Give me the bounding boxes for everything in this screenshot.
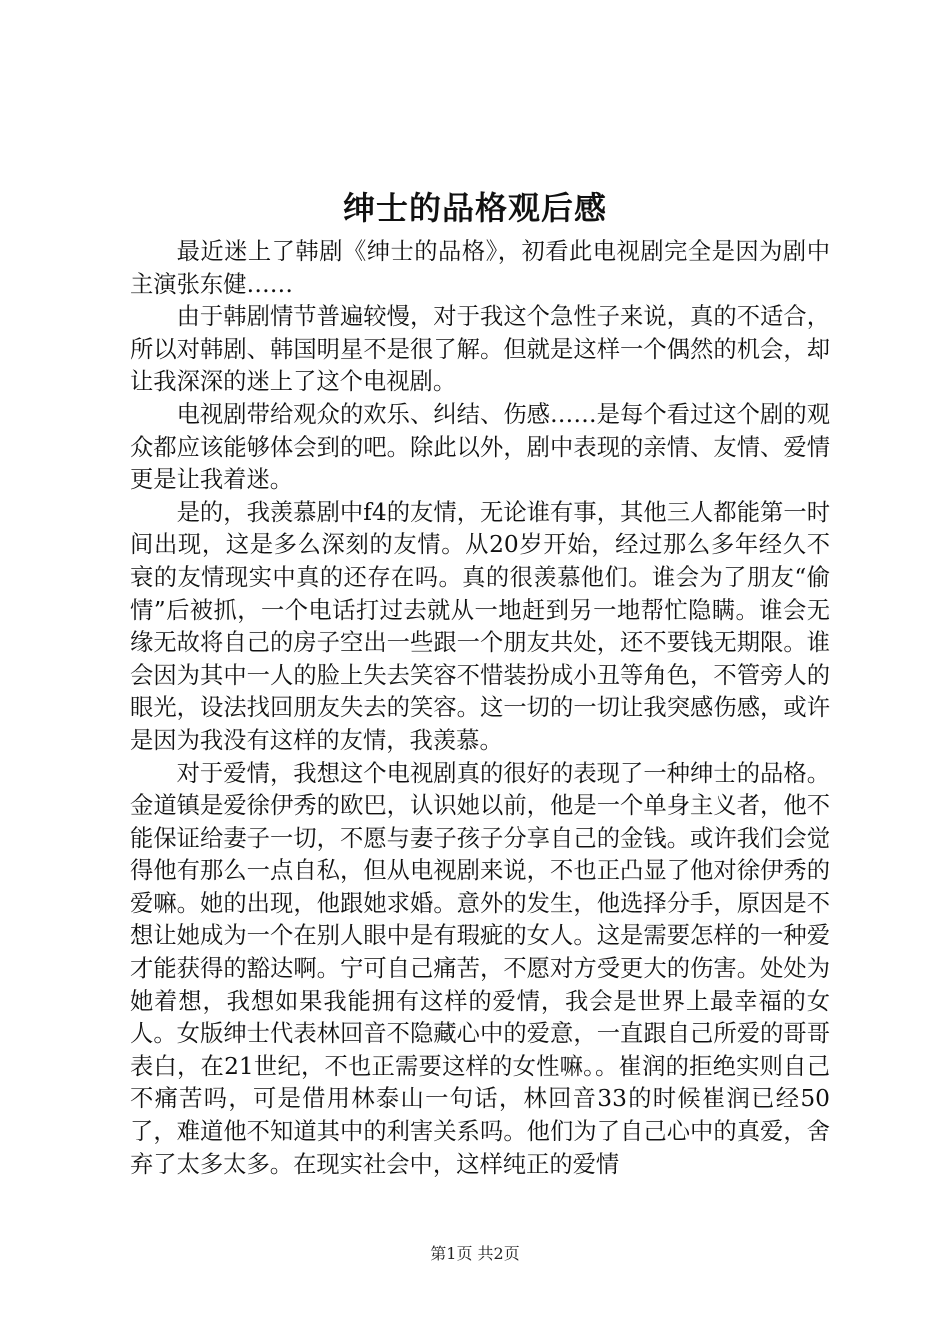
paragraph: 最近迷上了韩剧《绅士的品格》，初看此电视剧完全是因为剧中主演张东健……	[130, 238, 830, 298]
paragraph: 对于爱情，我想这个电视剧真的很好的表现了一种绅士的品格。金道镇是爱徐伊秀的欧巴，认识她以前，他是一个单身主义者，他不能保证给妻子一切，不愿与妻子孩子分享自己的金钱。或许我们会觉得他有那么一点自私，但从电视剧来说，不也正凸显了他对徐伊秀的爱嘛。她的出现，他跟她求婚。意外的发生，他选择分手，原因是不想让她成为一个在别人眼中是有瑕疵的女人。这是需要怎样的一种爱才能获得的豁达啊。宁可自己痛苦，不愿对方受更大的伤害。处处为她着想，我想如果我能拥有这样的爱情，我会是世界上最幸福的女人。女版绅士代表林回音不隐藏心中的爱意，一直跟自己所爱的哥哥表白，在21世纪，不也正需要这样的女性嘛。。崔润的拒绝实则自己不痛苦吗，可是借用林泰山一句话，林回音33的时候崔润已经50了，难道他不知道其中的利害关系吗。他们为了自己心中的真爱，舍弃了太多太多。在现实社会中，这样纯正的爱情	[130, 759, 830, 1178]
paragraph: 由于韩剧情节普遍较慢，对于我这个急性子来说，真的不适合，所以对韩剧、韩国明星不是很了解。但就是这样一个偶然的机会，却让我深深的迷上了这个电视剧。	[130, 303, 830, 396]
page-footer: 第1页 共2页	[430, 1244, 520, 1263]
document-body	[130, 236, 830, 1181]
paragraph: 电视剧带给观众的欢乐、纠结、伤感……是每个看过这个剧的观众都应该能够体会到的吧。除此以外，剧中表现的亲情、友情、爱情更是让我着迷。	[130, 400, 830, 494]
document-title: 绅士的品格观后感	[342, 189, 607, 227]
paragraph: 是的，我羡慕剧中f4的友情，无论谁有事，其他三人都能第一时间出现，这是多么深刻的友情。从20岁开始，经过那么多年经久不衰的友情现实中真的还存在吗。真的很羡慕他们。谁会为了朋友“偷情”后被抓，一个电话打过去就从一地赶到另一地帮忙隐瞒。谁会无缘无故将自己的房子空出一些跟一个朋友共处，还不要钱无期限。谁会因为其中一人的脸上失去笑容不惜装扮成小丑等角色，不管旁人的眼光，设法找回朋友失去的笑容。这一切的一切让我突感伤感，或许是因为我没有这样的友情，我羡慕。	[130, 498, 830, 754]
